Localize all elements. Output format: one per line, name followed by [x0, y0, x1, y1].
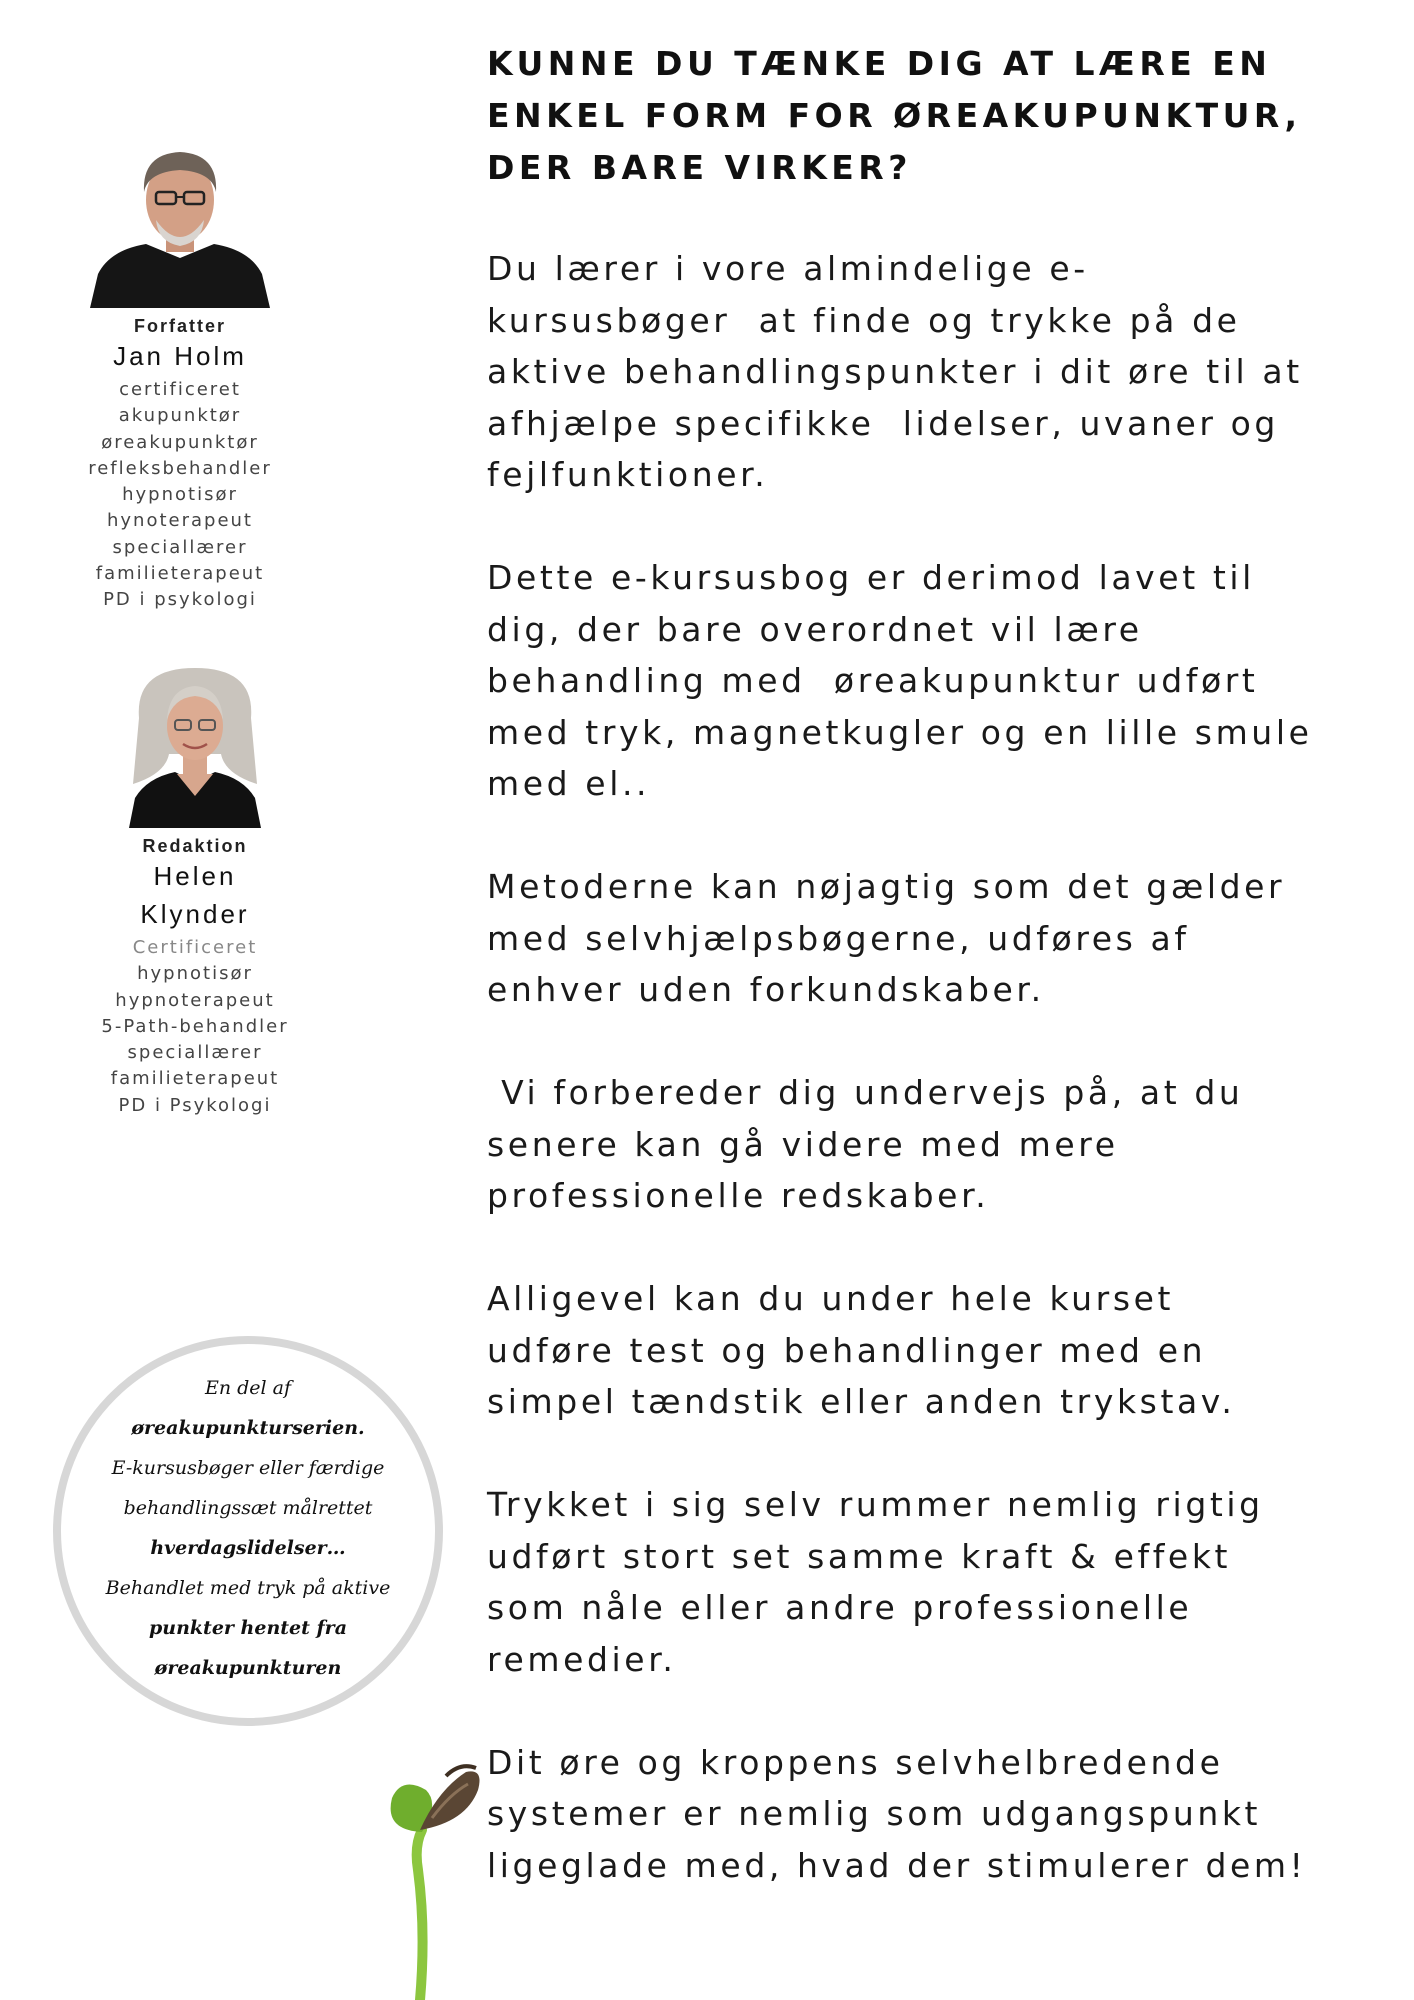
- paragraph: [487, 1479, 1367, 1685]
- author-qualifications: [70, 377, 290, 614]
- qualification: familieterapeut: [95, 563, 265, 585]
- text-line: dig, der bare overordnet vil lære: [487, 609, 1143, 649]
- note-line: punkter hentet fra: [148, 1617, 348, 1639]
- text-line: systemer er nemlig som udgangspunkt: [487, 1794, 1262, 1833]
- text-line: udført stort set samme kraft & effekt: [487, 1536, 1232, 1576]
- text-line: senere kan gå videre med mere: [487, 1124, 1119, 1164]
- paragraph: [487, 1273, 1367, 1428]
- text-line: udføre test og behandlinger med en: [487, 1330, 1207, 1370]
- text-line: fejlfunktioner.: [487, 455, 769, 494]
- text-line: professionelle redskaber.: [487, 1176, 990, 1215]
- text-line: kursusbøger at finde og trykke på de: [487, 300, 1241, 340]
- text-line: Alligevel kan du under hele kurset: [487, 1279, 1175, 1318]
- qualification: speciallærer: [127, 1042, 263, 1064]
- qualification: akupunktør: [118, 405, 242, 427]
- author-photo: [90, 146, 270, 308]
- paragraph: [487, 1067, 1367, 1222]
- editor-role: Redaktion: [142, 836, 248, 856]
- qualification: hypnoterapeut: [115, 989, 275, 1011]
- paragraph: [487, 243, 1367, 501]
- text-line: Dette e-kursusbog er derimod lavet til: [487, 558, 1255, 597]
- qualification: PD i psykologi: [103, 589, 257, 611]
- page-heading: [487, 38, 1367, 194]
- editor-block: [80, 664, 310, 1119]
- paragraph: [487, 1737, 1367, 1892]
- note-line: En del af: [204, 1377, 292, 1399]
- note-line: øreakupunkturserien.: [131, 1417, 365, 1439]
- editor-photo: [125, 664, 265, 828]
- text-line: afhjælpe specifikke lidelser, uvaner og: [487, 403, 1279, 443]
- heading-line: KUNNE DU TÆNKE DIG AT LÆRE EN: [487, 44, 1272, 83]
- text-line: med tryk, magnetkugler og en lille smule: [487, 712, 1313, 752]
- paragraph: [487, 552, 1367, 810]
- text-line: aktive behandlingspunkter i dit øre til at: [487, 352, 1303, 391]
- sprout-icon: [380, 1760, 490, 2000]
- text-line: enhver uden forkundskaber.: [487, 970, 1045, 1009]
- qualification: 5-Path-behandler: [101, 1015, 289, 1037]
- qualification: Certificeret: [132, 937, 258, 958]
- text-line: som nåle eller andre professionelle: [487, 1588, 1193, 1627]
- text-line: med selvhjælpsbøgerne, udføres af: [487, 918, 1190, 958]
- author-role: Forfatter: [133, 316, 226, 336]
- author-block: [70, 146, 290, 614]
- heading-line: DER BARE VIRKER?: [487, 148, 912, 187]
- qualification: refleksbehandler: [88, 457, 272, 479]
- editor-qualifications: [80, 935, 310, 1119]
- note-line: hverdagslidelser…: [150, 1537, 346, 1559]
- qualification: certificeret: [119, 379, 241, 400]
- author-name: Jan Holm: [113, 341, 247, 371]
- editor-name-first: Helen: [153, 861, 237, 891]
- text-line: Vi forbereder dig undervejs på, at du: [487, 1073, 1244, 1112]
- qualification: PD i Psykologi: [118, 1094, 272, 1116]
- note-line: Behandlet med tryk på aktive: [105, 1577, 391, 1599]
- qualification: øreakupunktør: [101, 431, 259, 453]
- body-text: [487, 243, 1367, 1943]
- qualification: hypnotisør: [122, 484, 238, 506]
- heading-line: ENKEL FORM FOR ØREAKUPUNKTUR,: [487, 96, 1302, 135]
- text-line: Metoderne kan nøjagtig som det gælder: [487, 867, 1286, 906]
- circle-note: [83, 1368, 413, 1688]
- text-line: Du lærer i vore almindelige e-: [487, 249, 1089, 288]
- note-line: behandlingssæt målrettet: [123, 1497, 373, 1519]
- qualification: speciallærer: [112, 536, 248, 558]
- text-line: remedier.: [487, 1639, 677, 1679]
- qualification: hypnotisør: [137, 963, 253, 985]
- paragraph: [487, 861, 1367, 1016]
- text-line: behandling med øreakupunktur udført: [487, 661, 1259, 700]
- text-line: Dit øre og kroppens selvhelbredende: [487, 1742, 1224, 1782]
- text-line: ligeglade med, hvad der stimulerer dem!: [487, 1845, 1307, 1885]
- text-line: Trykket i sig selv rummer nemlig rigtig: [487, 1485, 1264, 1524]
- editor-name-last: Klynder: [140, 899, 250, 929]
- text-line: med el..: [487, 764, 651, 803]
- qualification: familieterapeut: [110, 1068, 280, 1090]
- qualification: hynoterapeut: [106, 510, 253, 532]
- note-line: E-kursusbøger eller færdige: [111, 1457, 385, 1479]
- note-line: øreakupunkturen: [154, 1657, 342, 1679]
- text-line: simpel tændstik eller anden trykstav.: [487, 1382, 1236, 1421]
